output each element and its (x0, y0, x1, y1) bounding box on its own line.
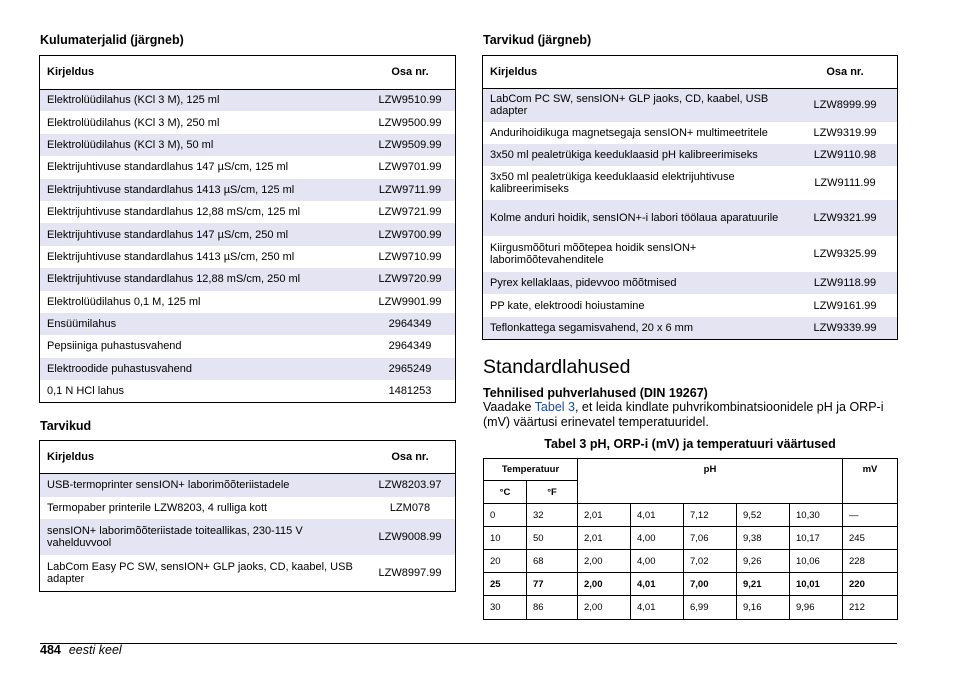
cell-part-number: LZW9111.99 (814, 177, 876, 189)
table-row (40, 497, 455, 519)
cell-description: sensION+ laborimõõteriistade toiteallikas, 230-115 V vahelduvvool (40, 519, 365, 555)
table-row (483, 122, 897, 144)
table-cell: 7,06 (684, 527, 737, 550)
footer-language: eesti keel (68, 643, 122, 657)
table-row (40, 335, 455, 357)
page-footer (40, 643, 122, 657)
table-row (40, 291, 455, 313)
table-cell: 7,02 (684, 550, 737, 573)
table-cell: 4,01 (631, 573, 684, 596)
table-row (40, 134, 455, 156)
table-row (484, 550, 898, 573)
table-cell: 4,01 (631, 596, 684, 620)
table-cell: 7,00 (684, 573, 737, 596)
cell-part-number: LZW8203.97 (365, 473, 455, 497)
table-cell: 2,00 (578, 596, 631, 620)
accessories-continued-table (483, 56, 897, 339)
cell-description: 0,1 N HCl lahus (47, 385, 125, 398)
table-cell: — (843, 504, 898, 527)
cell-part-number: LZW9500.99 (378, 116, 442, 129)
cell-part-number: LZW9321.99 (793, 200, 897, 236)
column-header-description: Kirjeldus (40, 56, 365, 89)
table-row (40, 201, 455, 223)
table-cell: 10 (484, 527, 527, 550)
cell-description: Andurihoidikuga magnetsegaja sensION+ multimeetritele (490, 127, 768, 139)
table-row (483, 317, 897, 339)
cell-part-number: LZW9720.99 (365, 268, 455, 290)
table-cell: 10,17 (790, 527, 843, 550)
table-row (483, 200, 897, 236)
cell-description: LabCom Easy PC SW, sensION+ GLP jaoks, CD, kaabel, USB adapter (47, 561, 353, 585)
table-cell: 10,30 (790, 504, 843, 527)
ph-values-table (483, 458, 898, 620)
table-row (483, 236, 897, 272)
table-row (40, 246, 455, 268)
cell-description: Pyrex kellaklaas, pidevvoo mõõtmised (483, 272, 793, 294)
table-cell: 10,01 (790, 573, 843, 596)
table-row (40, 380, 455, 402)
table-cell: 10,06 (790, 550, 843, 573)
cell-description: Kolme anduri hoidik, sensION+-i labori töölaua aparatuurile (483, 200, 793, 236)
cell-part-number: 1481253 (388, 385, 432, 398)
cell-description: Elektroodide puhastusvahend (40, 358, 365, 380)
footer-rule (40, 643, 897, 644)
column-header-part-number: Osa nr. (365, 56, 455, 89)
table-row (484, 527, 898, 550)
table-cell: 2,00 (578, 550, 631, 573)
cell-description: 3x50 ml pealetrükiga keeduklaasid elektrijuhtivuse kalibreerimiseks (490, 171, 735, 195)
table-row (40, 358, 455, 380)
table-cell: 77 (527, 573, 578, 596)
cell-part-number: LZW9319.99 (813, 127, 877, 139)
cell-part-number: LZW9510.99 (365, 89, 455, 111)
cell-description: Elektrijuhtivuse standardlahus 1413 µS/cm, 125 ml (40, 179, 365, 201)
cell-description: Ensüümilahus (40, 313, 365, 335)
table-cell: 32 (527, 504, 578, 527)
cell-part-number: LZW9118.99 (793, 272, 897, 294)
table-cell: 4,00 (631, 550, 684, 573)
table-cell: 245 (843, 527, 898, 550)
cell-description: PP kate, elektroodi hoiustamine (490, 299, 645, 312)
table-cell: 9,52 (737, 504, 790, 527)
table-row (484, 573, 898, 596)
cell-description: Termopaber printerile LZW8203, 4 rulliga kott (47, 502, 268, 514)
paragraph-text: Vaadake (483, 400, 535, 414)
cell-description: USB-termoprinter sensION+ laborimõõteriistadele (40, 473, 365, 497)
cell-part-number: LZW9700.99 (365, 223, 455, 245)
table-row (483, 166, 897, 200)
table-cell: 2,01 (578, 504, 631, 527)
table-row (40, 179, 455, 201)
cell-part-number: LZW8997.99 (378, 567, 442, 579)
table-row (40, 555, 455, 591)
table-cell: 9,38 (737, 527, 790, 550)
table-cell: 7,12 (684, 504, 737, 527)
table-row (40, 519, 455, 555)
cell-part-number: 2964349 (388, 340, 432, 353)
cell-part-number: 2964349 (365, 313, 455, 335)
section-title-consumables: Kulumaterjalid (järgneb) (40, 33, 184, 47)
table-row (483, 88, 897, 122)
table-row (40, 89, 455, 111)
cell-description: Elektrolüüdilahus (KCl 3 M), 125 ml (40, 89, 365, 111)
header-ph: pH (578, 459, 843, 504)
table-row (484, 504, 898, 527)
table-cell: 2,00 (578, 573, 631, 596)
buffer-paragraph (483, 400, 897, 430)
cell-description: Elektrijuhtivuse standardlahus 12,88 mS/cm, 250 ml (40, 268, 365, 290)
cell-description: Teflonkattega segamisvahend, 20 x 6 mm (483, 317, 793, 339)
table-cell: 50 (527, 527, 578, 550)
cell-part-number: LZW9710.99 (378, 250, 442, 263)
table-row (484, 596, 898, 620)
table-cell: 9,16 (737, 596, 790, 620)
cell-description: Elektrijuhtivuse standardlahus 147 µS/cm, 250 ml (40, 223, 365, 245)
table-row (40, 223, 455, 245)
table-row (40, 473, 455, 497)
table-cell: 20 (484, 550, 527, 573)
table-cell: 9,96 (790, 596, 843, 620)
table-3-link[interactable]: Tabel 3 (534, 400, 575, 414)
cell-description: Elektrolüüdilahus (KCl 3 M), 250 ml (47, 116, 220, 129)
table-cell: 30 (484, 596, 527, 620)
cell-part-number: LZM078 (389, 502, 431, 514)
paragraph-text: , et leida kindlate puhvrikombinatsioonidele pH ja ORP-i (mV) väärtusi erinevatel temperatuuridel. (483, 400, 884, 429)
header-fahrenheit: °F (527, 481, 578, 504)
accessories-table (40, 441, 455, 591)
cell-description: Elektrijuhtivuse standardlahus 1413 µS/cm, 250 ml (47, 250, 295, 263)
heading-standard-solutions: Standardlahused (483, 356, 631, 378)
table-row (40, 268, 455, 290)
column-header-description: Kirjeldus (40, 441, 365, 473)
table-cell: 25 (484, 573, 527, 596)
cell-part-number: LZW8999.99 (793, 88, 897, 122)
table-row (40, 313, 455, 335)
cell-description: Elektrolüüdilahus (KCl 3 M), 50 ml (40, 134, 365, 156)
table-cell: 68 (527, 550, 578, 573)
cell-part-number: LZW9721.99 (378, 206, 442, 219)
cell-description: Pepsiiniga puhastusvahend (47, 340, 182, 353)
table-cell: 9,26 (737, 550, 790, 573)
table-cell: 6,99 (684, 596, 737, 620)
cell-part-number: 2965249 (365, 358, 455, 380)
table-cell: 212 (843, 596, 898, 620)
cell-part-number: LZW9509.99 (365, 134, 455, 156)
cell-description: Elektrijuhtivuse standardlahus 147 µS/cm, 125 ml (47, 161, 289, 174)
cell-description: Elektrolüüdilahus 0,1 M, 125 ml (47, 295, 201, 308)
table-cell: 4,00 (631, 527, 684, 550)
section-title-accessories-continued: Tarvikud (järgneb) (483, 33, 592, 47)
column-header-part-number: Osa nr. (793, 56, 897, 88)
cell-part-number: LZW9161.99 (813, 299, 877, 312)
cell-part-number: LZW9110.98 (793, 144, 897, 166)
table-row (483, 272, 897, 294)
cell-description: Elektrijuhtivuse standardlahus 12,88 mS/cm, 125 ml (47, 206, 301, 219)
cell-description: 3x50 ml pealetrükiga keeduklaasid pH kalibreerimiseks (483, 144, 793, 166)
column-header-part-number: Osa nr. (365, 441, 455, 473)
cell-part-number: LZW9711.99 (365, 179, 455, 201)
cell-part-number: LZW9339.99 (793, 317, 897, 339)
cell-part-number: LZW9901.99 (378, 295, 442, 308)
cell-description: LabCom PC SW, sensION+ GLP jaoks, CD, kaabel, USB adapter (483, 88, 793, 122)
table-cell: 2,01 (578, 527, 631, 550)
cell-description: Kiirgusmõõturi mõõtepea hoidik sensION+ laborimõõtevahenditele (490, 242, 697, 266)
table-cell: 9,21 (737, 573, 790, 596)
table-row (40, 156, 455, 178)
table-row (483, 144, 897, 166)
table-cell: 86 (527, 596, 578, 620)
header-temperature: Temperatuur (484, 459, 578, 481)
table-cell: 4,01 (631, 504, 684, 527)
cell-part-number: LZW9325.99 (813, 248, 877, 260)
cell-part-number: LZW9701.99 (378, 161, 442, 174)
section-title-accessories: Tarvikud (40, 419, 92, 433)
table-row (40, 111, 455, 133)
header-mv: mV (843, 459, 898, 504)
table-cell: 220 (843, 573, 898, 596)
table-cell: 0 (484, 504, 527, 527)
column-header-description: Kirjeldus (483, 56, 793, 88)
table-row (483, 294, 897, 317)
table-3-caption: Tabel 3 pH, ORP-i (mV) ja temperatuuri väärtused (544, 437, 836, 451)
cell-part-number: LZW9008.99 (365, 519, 455, 555)
table-cell: 228 (843, 550, 898, 573)
subheading-buffer-solutions: Tehnilised puhverlahused (DIN 19267) (483, 386, 708, 400)
page-number: 484 (40, 643, 61, 657)
header-celsius: °C (484, 481, 527, 504)
consumables-table (40, 56, 455, 402)
